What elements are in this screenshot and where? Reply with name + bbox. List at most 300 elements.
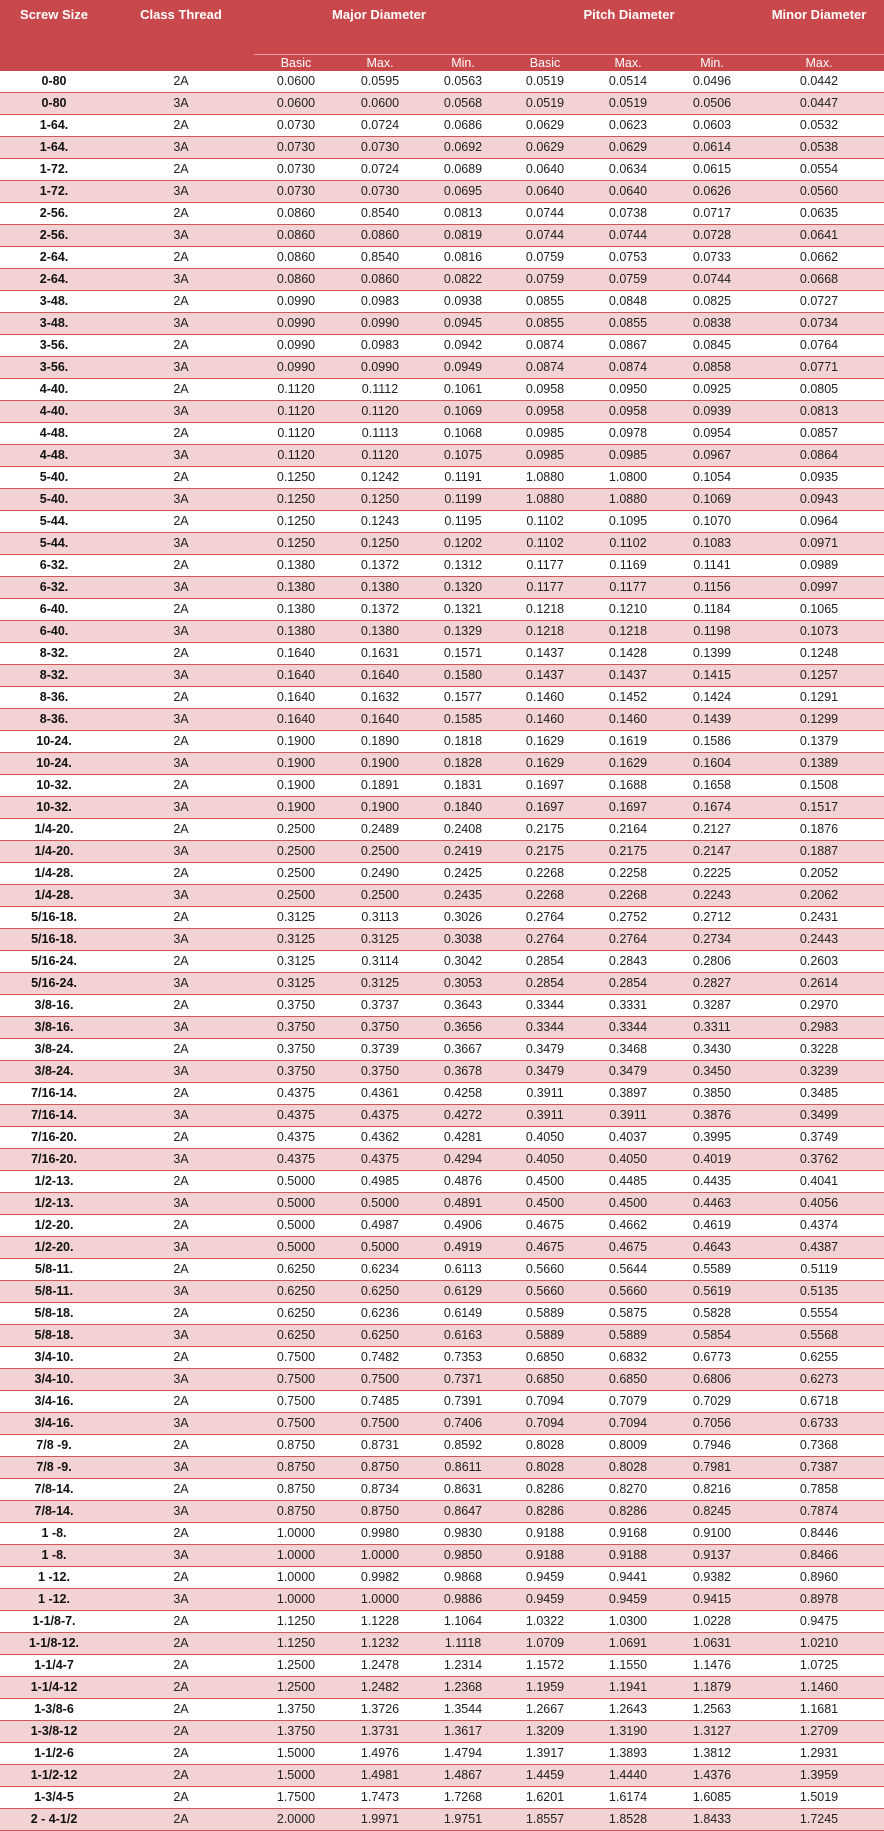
cell-pitch-min: 0.2147	[670, 841, 754, 863]
cell-major-basic: 0.7500	[254, 1413, 338, 1435]
subheader-blank	[108, 55, 254, 72]
cell-pitch-min: 0.2827	[670, 973, 754, 995]
cell-major-min: 0.0813	[422, 203, 504, 225]
cell-class-thread: 2A	[108, 687, 254, 709]
cell-major-min: 0.1069	[422, 401, 504, 423]
cell-pitch-min: 0.0825	[670, 291, 754, 313]
table-row	[0, 797, 884, 819]
table-row	[0, 1743, 884, 1765]
cell-pitch-basic: 0.2175	[504, 841, 586, 863]
cell-minor-max: 0.0442	[754, 71, 884, 93]
table-row	[0, 885, 884, 907]
cell-pitch-min: 1.8433	[670, 1809, 754, 1831]
cell-minor-max: 0.0727	[754, 291, 884, 313]
cell-pitch-basic: 0.0629	[504, 137, 586, 159]
cell-major-basic: 0.1250	[254, 467, 338, 489]
cell-major-max: 0.3114	[338, 951, 422, 973]
cell-screw-size: 7/16-20.	[0, 1127, 108, 1149]
cell-major-max: 0.1372	[338, 555, 422, 577]
cell-pitch-max: 0.0640	[586, 181, 670, 203]
table-row	[0, 1083, 884, 1105]
cell-major-min: 0.2408	[422, 819, 504, 841]
cell-major-min: 0.1840	[422, 797, 504, 819]
cell-pitch-basic: 0.3911	[504, 1083, 586, 1105]
cell-pitch-max: 1.3893	[586, 1743, 670, 1765]
table-row	[0, 1567, 884, 1589]
cell-class-thread: 2A	[108, 1039, 254, 1061]
header-row-main	[0, 0, 884, 55]
cell-major-basic: 0.5000	[254, 1215, 338, 1237]
cell-pitch-basic: 0.0855	[504, 313, 586, 335]
cell-class-thread: 3A	[108, 313, 254, 335]
cell-pitch-max: 0.0874	[586, 357, 670, 379]
cell-screw-size: 0-80	[0, 93, 108, 115]
cell-major-min: 0.1831	[422, 775, 504, 797]
cell-minor-max: 0.4374	[754, 1215, 884, 1237]
cell-class-thread: 2A	[108, 423, 254, 445]
cell-class-thread: 3A	[108, 753, 254, 775]
cell-pitch-max: 0.1102	[586, 533, 670, 555]
cell-pitch-basic: 0.0629	[504, 115, 586, 137]
cell-minor-max: 0.0943	[754, 489, 884, 511]
cell-pitch-min: 0.2243	[670, 885, 754, 907]
cell-screw-size: 7/8 -9.	[0, 1435, 108, 1457]
table-row	[0, 1369, 884, 1391]
cell-pitch-max: 0.8270	[586, 1479, 670, 1501]
cell-pitch-basic: 0.1177	[504, 555, 586, 577]
table-row	[0, 1281, 884, 1303]
table-row	[0, 775, 884, 797]
cell-class-thread: 2A	[108, 1259, 254, 1281]
cell-pitch-max: 0.2175	[586, 841, 670, 863]
cell-minor-max: 0.7874	[754, 1501, 884, 1523]
cell-class-thread: 2A	[108, 775, 254, 797]
cell-screw-size: 5-40.	[0, 467, 108, 489]
cell-pitch-basic: 1.0709	[504, 1633, 586, 1655]
cell-pitch-max: 0.0855	[586, 313, 670, 335]
cell-class-thread: 2A	[108, 291, 254, 313]
table-row	[0, 1259, 884, 1281]
cell-screw-size: 1-3/4-5	[0, 1787, 108, 1809]
cell-major-max: 1.4981	[338, 1765, 422, 1787]
cell-class-thread: 3A	[108, 1369, 254, 1391]
table-row	[0, 1347, 884, 1369]
cell-major-min: 0.3053	[422, 973, 504, 995]
subheader-pitch-basic: Basic	[504, 55, 586, 72]
cell-major-max: 0.8734	[338, 1479, 422, 1501]
cell-pitch-max: 0.9459	[586, 1589, 670, 1611]
cell-pitch-max: 0.5660	[586, 1281, 670, 1303]
cell-class-thread: 3A	[108, 621, 254, 643]
table-row	[0, 1479, 884, 1501]
cell-pitch-basic: 0.1460	[504, 709, 586, 731]
cell-screw-size: 5/16-18.	[0, 929, 108, 951]
cell-screw-size: 5-40.	[0, 489, 108, 511]
cell-pitch-basic: 0.5889	[504, 1325, 586, 1347]
table-row	[0, 907, 884, 929]
cell-pitch-min: 0.9137	[670, 1545, 754, 1567]
cell-major-max: 0.8750	[338, 1457, 422, 1479]
cell-pitch-max: 0.0978	[586, 423, 670, 445]
table-row	[0, 1699, 884, 1721]
cell-major-basic: 0.5000	[254, 1237, 338, 1259]
cell-major-min: 0.1061	[422, 379, 504, 401]
table-row	[0, 1039, 884, 1061]
cell-pitch-min: 0.5589	[670, 1259, 754, 1281]
table-row	[0, 1633, 884, 1655]
table-row	[0, 467, 884, 489]
cell-screw-size: 3/8-24.	[0, 1039, 108, 1061]
cell-screw-size: 1/4-28.	[0, 885, 108, 907]
cell-screw-size: 5/16-18.	[0, 907, 108, 929]
cell-major-min: 0.7406	[422, 1413, 504, 1435]
cell-pitch-basic: 0.0519	[504, 93, 586, 115]
cell-pitch-min: 0.2712	[670, 907, 754, 929]
cell-pitch-basic: 0.9188	[504, 1523, 586, 1545]
table-row	[0, 533, 884, 555]
cell-major-max: 0.1900	[338, 753, 422, 775]
cell-pitch-max: 1.0300	[586, 1611, 670, 1633]
cell-major-min: 1.9751	[422, 1809, 504, 1831]
cell-pitch-basic: 0.9188	[504, 1545, 586, 1567]
cell-major-basic: 0.4375	[254, 1083, 338, 1105]
subheader-pitch-max: Max.	[586, 55, 670, 72]
cell-major-basic: 0.1640	[254, 643, 338, 665]
cell-pitch-min: 0.0954	[670, 423, 754, 445]
cell-class-thread: 2A	[108, 1765, 254, 1787]
cell-pitch-basic: 0.0958	[504, 401, 586, 423]
cell-major-min: 1.4867	[422, 1765, 504, 1787]
cell-screw-size: 4-48.	[0, 423, 108, 445]
cell-pitch-basic: 0.1629	[504, 753, 586, 775]
cell-minor-max: 0.1299	[754, 709, 884, 731]
cell-minor-max: 0.2603	[754, 951, 884, 973]
cell-class-thread: 3A	[108, 269, 254, 291]
cell-major-basic: 0.1120	[254, 445, 338, 467]
cell-pitch-basic: 0.1629	[504, 731, 586, 753]
cell-screw-size: 7/16-20.	[0, 1149, 108, 1171]
cell-pitch-max: 0.0753	[586, 247, 670, 269]
cell-class-thread: 2A	[108, 1633, 254, 1655]
cell-major-max: 0.1250	[338, 489, 422, 511]
cell-pitch-max: 0.0985	[586, 445, 670, 467]
table-row	[0, 665, 884, 687]
cell-major-basic: 0.0600	[254, 71, 338, 93]
cell-screw-size: 10-24.	[0, 753, 108, 775]
header-major-diameter: Major Diameter	[254, 0, 504, 55]
cell-major-min: 0.0938	[422, 291, 504, 313]
cell-major-min: 1.3617	[422, 1721, 504, 1743]
cell-pitch-max: 0.4500	[586, 1193, 670, 1215]
cell-pitch-min: 0.9382	[670, 1567, 754, 1589]
table-row	[0, 577, 884, 599]
table-row	[0, 71, 884, 93]
table-row	[0, 929, 884, 951]
cell-major-max: 0.1372	[338, 599, 422, 621]
cell-class-thread: 3A	[108, 445, 254, 467]
cell-minor-max: 0.6255	[754, 1347, 884, 1369]
cell-pitch-max: 0.1460	[586, 709, 670, 731]
cell-major-min: 0.0563	[422, 71, 504, 93]
cell-class-thread: 3A	[108, 137, 254, 159]
cell-major-min: 1.4794	[422, 1743, 504, 1765]
cell-screw-size: 2-56.	[0, 203, 108, 225]
cell-pitch-min: 0.1141	[670, 555, 754, 577]
cell-class-thread: 2A	[108, 1743, 254, 1765]
cell-pitch-basic: 1.3209	[504, 1721, 586, 1743]
cell-pitch-basic: 0.5660	[504, 1259, 586, 1281]
cell-major-basic: 0.3750	[254, 995, 338, 1017]
cell-pitch-min: 0.4643	[670, 1237, 754, 1259]
cell-class-thread: 2A	[108, 1479, 254, 1501]
cell-screw-size: 10-32.	[0, 797, 108, 819]
table-row	[0, 687, 884, 709]
cell-major-basic: 0.1900	[254, 775, 338, 797]
table-row	[0, 203, 884, 225]
table-row	[0, 1809, 884, 1831]
cell-pitch-min: 0.1054	[670, 467, 754, 489]
cell-class-thread: 3A	[108, 709, 254, 731]
cell-pitch-basic: 0.8028	[504, 1457, 586, 1479]
cell-pitch-basic: 0.6850	[504, 1347, 586, 1369]
cell-pitch-min: 0.8245	[670, 1501, 754, 1523]
cell-major-basic: 0.3125	[254, 951, 338, 973]
cell-major-max: 0.2489	[338, 819, 422, 841]
cell-pitch-basic: 0.1697	[504, 797, 586, 819]
cell-pitch-basic: 0.3479	[504, 1061, 586, 1083]
cell-major-min: 0.2425	[422, 863, 504, 885]
cell-minor-max: 0.3762	[754, 1149, 884, 1171]
cell-major-basic: 0.1380	[254, 599, 338, 621]
cell-minor-max: 0.0935	[754, 467, 884, 489]
cell-pitch-basic: 0.5660	[504, 1281, 586, 1303]
cell-class-thread: 3A	[108, 1457, 254, 1479]
cell-class-thread: 2A	[108, 731, 254, 753]
cell-major-max: 0.1113	[338, 423, 422, 445]
cell-pitch-basic: 0.0640	[504, 159, 586, 181]
cell-major-basic: 0.6250	[254, 1325, 338, 1347]
table-row	[0, 423, 884, 445]
cell-pitch-max: 1.8528	[586, 1809, 670, 1831]
cell-major-max: 0.8750	[338, 1501, 422, 1523]
cell-major-min: 0.1199	[422, 489, 504, 511]
cell-class-thread: 2A	[108, 907, 254, 929]
cell-screw-size: 1-64.	[0, 137, 108, 159]
cell-minor-max: 0.1508	[754, 775, 884, 797]
cell-major-max: 0.2500	[338, 885, 422, 907]
cell-screw-size: 7/16-14.	[0, 1105, 108, 1127]
cell-major-max: 0.2490	[338, 863, 422, 885]
cell-pitch-min: 0.4619	[670, 1215, 754, 1237]
cell-major-basic: 0.2500	[254, 863, 338, 885]
cell-pitch-max: 0.1210	[586, 599, 670, 621]
cell-pitch-min: 0.2734	[670, 929, 754, 951]
table-row	[0, 1303, 884, 1325]
cell-class-thread: 2A	[108, 379, 254, 401]
cell-major-basic: 0.6250	[254, 1303, 338, 1325]
cell-major-min: 1.2368	[422, 1677, 504, 1699]
cell-screw-size: 5/8-11.	[0, 1281, 108, 1303]
cell-minor-max: 1.0210	[754, 1633, 884, 1655]
cell-major-max: 0.1250	[338, 533, 422, 555]
cell-minor-max: 0.5119	[754, 1259, 884, 1281]
cell-class-thread: 3A	[108, 577, 254, 599]
cell-minor-max: 0.8466	[754, 1545, 884, 1567]
table-row	[0, 555, 884, 577]
table-row	[0, 291, 884, 313]
cell-major-max: 0.4361	[338, 1083, 422, 1105]
header-row-sub	[0, 55, 884, 72]
cell-major-min: 0.3656	[422, 1017, 504, 1039]
cell-pitch-basic: 1.8557	[504, 1809, 586, 1831]
cell-major-min: 1.1064	[422, 1611, 504, 1633]
cell-pitch-max: 1.1941	[586, 1677, 670, 1699]
cell-minor-max: 0.0635	[754, 203, 884, 225]
table-row	[0, 863, 884, 885]
cell-major-max: 0.0730	[338, 137, 422, 159]
cell-pitch-min: 0.3450	[670, 1061, 754, 1083]
cell-pitch-max: 1.0880	[586, 489, 670, 511]
cell-screw-size: 8-32.	[0, 665, 108, 687]
cell-major-min: 0.1075	[422, 445, 504, 467]
cell-pitch-max: 0.0514	[586, 71, 670, 93]
cell-class-thread: 2A	[108, 115, 254, 137]
cell-minor-max: 0.8446	[754, 1523, 884, 1545]
cell-screw-size: 1-64.	[0, 115, 108, 137]
cell-major-max: 0.4985	[338, 1171, 422, 1193]
cell-minor-max: 0.0997	[754, 577, 884, 599]
cell-screw-size: 1-3/8-6	[0, 1699, 108, 1721]
cell-pitch-basic: 0.2764	[504, 929, 586, 951]
cell-major-max: 0.7500	[338, 1369, 422, 1391]
cell-class-thread: 3A	[108, 1105, 254, 1127]
cell-major-basic: 1.1250	[254, 1611, 338, 1633]
cell-pitch-basic: 0.0874	[504, 335, 586, 357]
cell-major-min: 0.1202	[422, 533, 504, 555]
cell-screw-size: 5/8-11.	[0, 1259, 108, 1281]
cell-minor-max: 0.1065	[754, 599, 884, 621]
subheader-minor-max: Max.	[754, 55, 884, 72]
cell-class-thread: 3A	[108, 357, 254, 379]
cell-pitch-basic: 0.0519	[504, 71, 586, 93]
cell-major-basic: 0.1380	[254, 577, 338, 599]
table-row	[0, 489, 884, 511]
cell-major-min: 0.4258	[422, 1083, 504, 1105]
cell-pitch-min: 0.2806	[670, 951, 754, 973]
cell-pitch-basic: 0.6850	[504, 1369, 586, 1391]
cell-pitch-basic: 0.3911	[504, 1105, 586, 1127]
cell-minor-max: 0.0964	[754, 511, 884, 533]
cell-pitch-max: 0.3479	[586, 1061, 670, 1083]
cell-major-basic: 1.0000	[254, 1545, 338, 1567]
cell-major-min: 1.3544	[422, 1699, 504, 1721]
cell-major-basic: 0.3125	[254, 907, 338, 929]
cell-major-max: 1.1232	[338, 1633, 422, 1655]
cell-major-max: 0.1891	[338, 775, 422, 797]
cell-major-min: 0.8631	[422, 1479, 504, 1501]
cell-pitch-max: 0.8028	[586, 1457, 670, 1479]
cell-pitch-min: 0.3995	[670, 1127, 754, 1149]
cell-major-min: 0.0689	[422, 159, 504, 181]
cell-major-basic: 1.5000	[254, 1765, 338, 1787]
cell-pitch-min: 0.9415	[670, 1589, 754, 1611]
cell-major-max: 0.3113	[338, 907, 422, 929]
cell-major-basic: 0.0860	[254, 203, 338, 225]
cell-major-basic: 0.6250	[254, 1281, 338, 1303]
cell-pitch-max: 0.0519	[586, 93, 670, 115]
cell-major-max: 1.2478	[338, 1655, 422, 1677]
table-row	[0, 511, 884, 533]
cell-major-min: 0.1068	[422, 423, 504, 445]
cell-pitch-max: 0.3331	[586, 995, 670, 1017]
cell-pitch-max: 0.2258	[586, 863, 670, 885]
cell-major-min: 0.8647	[422, 1501, 504, 1523]
cell-screw-size: 5-44.	[0, 533, 108, 555]
table-row	[0, 621, 884, 643]
cell-major-max: 1.0000	[338, 1545, 422, 1567]
table-row	[0, 1171, 884, 1193]
cell-pitch-basic: 0.1102	[504, 511, 586, 533]
cell-screw-size: 7/8 -9.	[0, 1457, 108, 1479]
cell-pitch-max: 0.0744	[586, 225, 670, 247]
cell-class-thread: 3A	[108, 1589, 254, 1611]
cell-pitch-min: 0.6773	[670, 1347, 754, 1369]
cell-pitch-min: 0.1184	[670, 599, 754, 621]
cell-pitch-basic: 0.1218	[504, 599, 586, 621]
cell-pitch-basic: 0.3479	[504, 1039, 586, 1061]
cell-minor-max: 0.7858	[754, 1479, 884, 1501]
cell-class-thread: 3A	[108, 1061, 254, 1083]
cell-major-max: 0.1380	[338, 621, 422, 643]
cell-pitch-max: 0.2843	[586, 951, 670, 973]
cell-pitch-max: 1.1550	[586, 1655, 670, 1677]
cell-major-basic: 0.1900	[254, 797, 338, 819]
cell-screw-size: 1 -8.	[0, 1523, 108, 1545]
cell-pitch-max: 0.1218	[586, 621, 670, 643]
table-row	[0, 115, 884, 137]
cell-class-thread: 3A	[108, 665, 254, 687]
cell-screw-size: 6-40.	[0, 621, 108, 643]
table-row	[0, 1325, 884, 1347]
cell-minor-max: 0.3749	[754, 1127, 884, 1149]
cell-major-min: 0.9850	[422, 1545, 504, 1567]
cell-major-basic: 0.0600	[254, 93, 338, 115]
table-row	[0, 819, 884, 841]
cell-minor-max: 0.4056	[754, 1193, 884, 1215]
cell-pitch-min: 0.1439	[670, 709, 754, 731]
cell-major-min: 0.1571	[422, 643, 504, 665]
cell-major-max: 0.4987	[338, 1215, 422, 1237]
cell-pitch-basic: 0.1460	[504, 687, 586, 709]
cell-major-max: 0.0860	[338, 225, 422, 247]
cell-major-max: 1.4976	[338, 1743, 422, 1765]
table-row	[0, 1677, 884, 1699]
cell-pitch-min: 0.1424	[670, 687, 754, 709]
cell-pitch-min: 0.7029	[670, 1391, 754, 1413]
table-row	[0, 1501, 884, 1523]
cell-major-max: 0.0724	[338, 159, 422, 181]
cell-pitch-basic: 0.1437	[504, 643, 586, 665]
cell-major-basic: 0.8750	[254, 1435, 338, 1457]
cell-screw-size: 4-40.	[0, 379, 108, 401]
cell-screw-size: 1/4-20.	[0, 819, 108, 841]
cell-minor-max: 1.1460	[754, 1677, 884, 1699]
cell-pitch-min: 0.2127	[670, 819, 754, 841]
cell-screw-size: 8-32.	[0, 643, 108, 665]
cell-class-thread: 3A	[108, 797, 254, 819]
cell-minor-max: 0.5135	[754, 1281, 884, 1303]
cell-pitch-max: 0.0950	[586, 379, 670, 401]
